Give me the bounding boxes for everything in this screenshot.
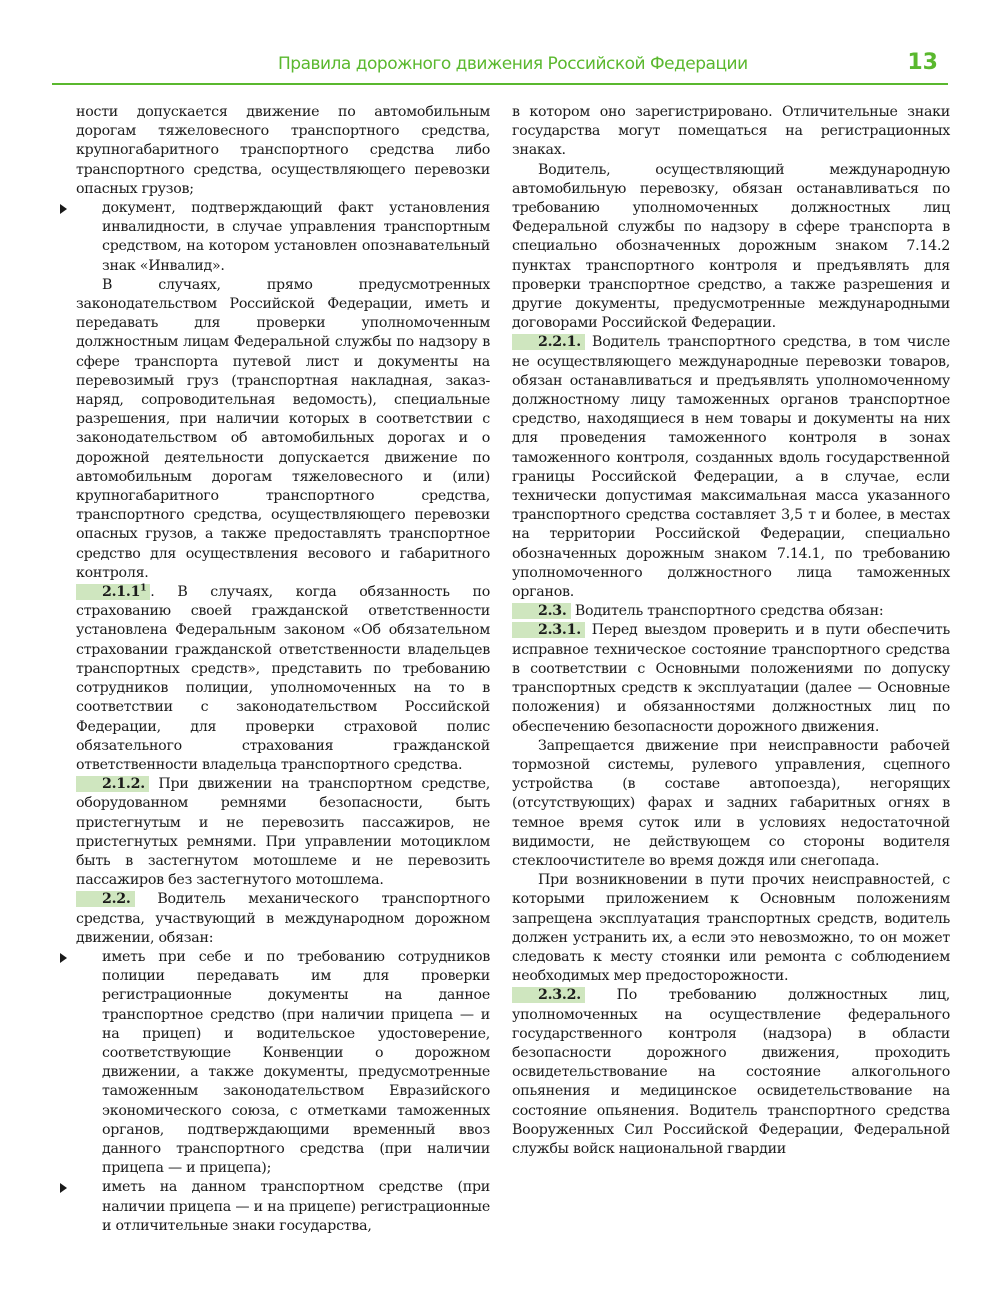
section-text: По требованию должностных лиц, уполномоченных на осуществление федерального государственного контроля (надзора) в области безопасности дорожного движения, проходить освидетельствование на состояние алкогольного опьянения и медицинское освидетельствование на состояние опьянения. Водитель транспортного средства Вооруженных Сил Российской Федерации, Федеральной службы войск национальной гвардии [512, 987, 950, 1157]
section-number: 2.2.1. [512, 334, 585, 350]
paragraph: При возникновении в пути прочих неисправностей, с которыми приложением к Основным положениям запрещена эксплуатация транспортных средств, водитель должен устранить их, а если это невозможно, то он может следовать к месту стоянки или ремонта с соблюдением необходимых мер предосторожности. [512, 872, 950, 985]
section-2-2 [76, 890, 490, 948]
section-2-3 [512, 602, 950, 621]
right-paragraph-continuation: в котором оно зарегистрировано. Отличительные знаки государства могут помещаться на регистрационных знаках. [512, 104, 950, 159]
section-2-3-2 [512, 986, 950, 1159]
section-text: Водитель транспортного средства, в том числе не осуществляющего международные перевозки товаров, обязан останавливаться и предъявлять уполномоченному должностному лицу таможенных органов транспортное средство, находящиеся в нем товары и документы на них для проведения таможенного контроля в зонах таможенного контроля, созданных вдоль государственной границы Российской Федерации, а в случае, если технически допустимая максимальная масса указанного транспортного средства составляет 3,5 т и более, в местах на территории Российской Федерации, специально обозначенных дорожным знаком 7.14.1, по требованию уполномоченного должностного лица таможенных органов. [512, 334, 950, 601]
section-number: 2.2. [76, 891, 135, 907]
list-item [76, 199, 490, 276]
list-item [76, 948, 490, 1178]
section-2-1-2 [76, 775, 490, 890]
paragraph: В случаях, прямо предусмотренных законодательством Российской Федерации, иметь и передавать для проверки уполномоченным должностным лицам Федеральной службы по надзору в сфере транспорта путевой лист и документы на перевозимый груз (транспортная накладная, заказ-наряд, сопроводительная ведомость), специальные разрешения, при наличии которых в соответствии с законодательством об автомобильных дорогах и о дорожной деятельности допускается движение по автомобильным дорогам тяжеловесного и (или) крупногабаритного транспортного средства, транспортного средства, осуществляющего перевозки опасных грузов, а также предоставлять транспортное средство для осуществления весового и габаритного контроля. [76, 276, 490, 581]
section-2-1-1 [76, 583, 490, 775]
page-header [52, 50, 948, 90]
left-paragraph-continuation: ности допускается движение по автомобильным дорогам тяжеловесного транспортного средства, крупногабаритного транспортного средства либо транспортного средства, осуществляющего перевозки опасных грузов; [76, 104, 490, 197]
section-number: 2.3.1. [512, 622, 585, 638]
section-number: 2.1.1$^1$ [76, 584, 150, 600]
page-number: 13 [907, 50, 938, 75]
section-text: Водитель механического транспортного средства, участвующий в международном дорожном движении, обязан: [76, 891, 490, 946]
section-text: Перед выездом проверить и в пути обеспечить исправное техническое состояние транспортного средства в соответствии с Основными положениями по допуску транспортных средств к эксплуатации (далее — Основные положения) и обязанностями должностных лиц по обеспечению безопасности дорожного движения. [512, 622, 950, 735]
section-number: 2.1.2. [76, 776, 149, 792]
right-column [512, 103, 950, 1159]
running-title: Правила дорожного движения Российской Федерации [278, 54, 748, 74]
section-number: 2.3. [512, 603, 571, 619]
section-number: 2.3.2. [512, 987, 585, 1003]
bullet-arrow-icon [60, 1183, 67, 1193]
paragraph: Водитель, осуществляющий международную автомобильную перевозку, обязан останавливаться по требованию уполномоченных должностных лиц Федеральной службы по надзору в сфере транспорта в специально обозначенных дорожным знаком 7.14.2 пунктах транспортного контроля и предъявлять для проверки транспортное средство, а также разрешения и другие документы, предусмотренные международными договорами Российской Федерации. [512, 161, 950, 332]
left-column [76, 103, 490, 1236]
list-item-text: документ, подтверждающий факт установления инвалидности, в случае управления транспортным средством, на котором установлен опознавательный знак «Инвалид». [102, 200, 490, 274]
bullet-arrow-icon [60, 953, 67, 963]
section-2-3-1 [512, 621, 950, 736]
section-text: . В случаях, когда обязанность по страхованию своей гражданской ответственности установлена Федеральным законом «Об обязательном страховании гражданской ответственности владельцев транспортных средств», представить по требованию сотрудников полиции, уполномоченных на то в соответствии с законодательством Российской Федерации, для проверки страховой полис обязательного страхования гражданской ответственности владельца транспортного средства. [76, 584, 490, 773]
bullet-arrow-icon [60, 204, 67, 214]
list-item [76, 1178, 490, 1236]
section-2-2-1 [512, 333, 950, 602]
paragraph: Запрещается движение при неисправности рабочей тормозной системы, рулевого управления, сцепного устройства (в составе автопоезда), негорящих (отсутствующих) фарах и задних габаритных огнях в темное время суток или в условиях недостаточной видимости, не действующем со стороны водителя стеклоочистителе во время дождя или снегопада. [512, 737, 950, 869]
header-rule [52, 83, 948, 85]
section-text: При движении на транспортном средстве, оборудованном ремнями безопасности, быть пристегнутым и не перевозить пассажиров, не пристегнутых ремнями. При управлении мотоциклом быть в застегнутом мотошлеме и не перевозить пассажиров без застегнутого мотошлема. [76, 776, 490, 889]
list-item-text: иметь на данном транспортном средстве (при наличии прицепа — и на прицепе) регистрационные и отличительные знаки государства, [102, 1179, 490, 1234]
list-item-text: иметь при себе и по требованию сотрудников полиции передавать им для проверки регистрационные документы на данное транспортное средство (при наличии прицепа — и на прицеп) и водительское удостоверение, соответствующие Конвенции о дорожном движении, а также документы, предусмотренные таможенным законодательством Евразийского экономического союза, с отметками таможенных органов, подтверждающими временный ввоз данного транспортного средства (при наличии прицепа — и прицепа); [102, 948, 490, 1177]
section-text: Водитель транспортного средства обязан: [570, 603, 884, 620]
